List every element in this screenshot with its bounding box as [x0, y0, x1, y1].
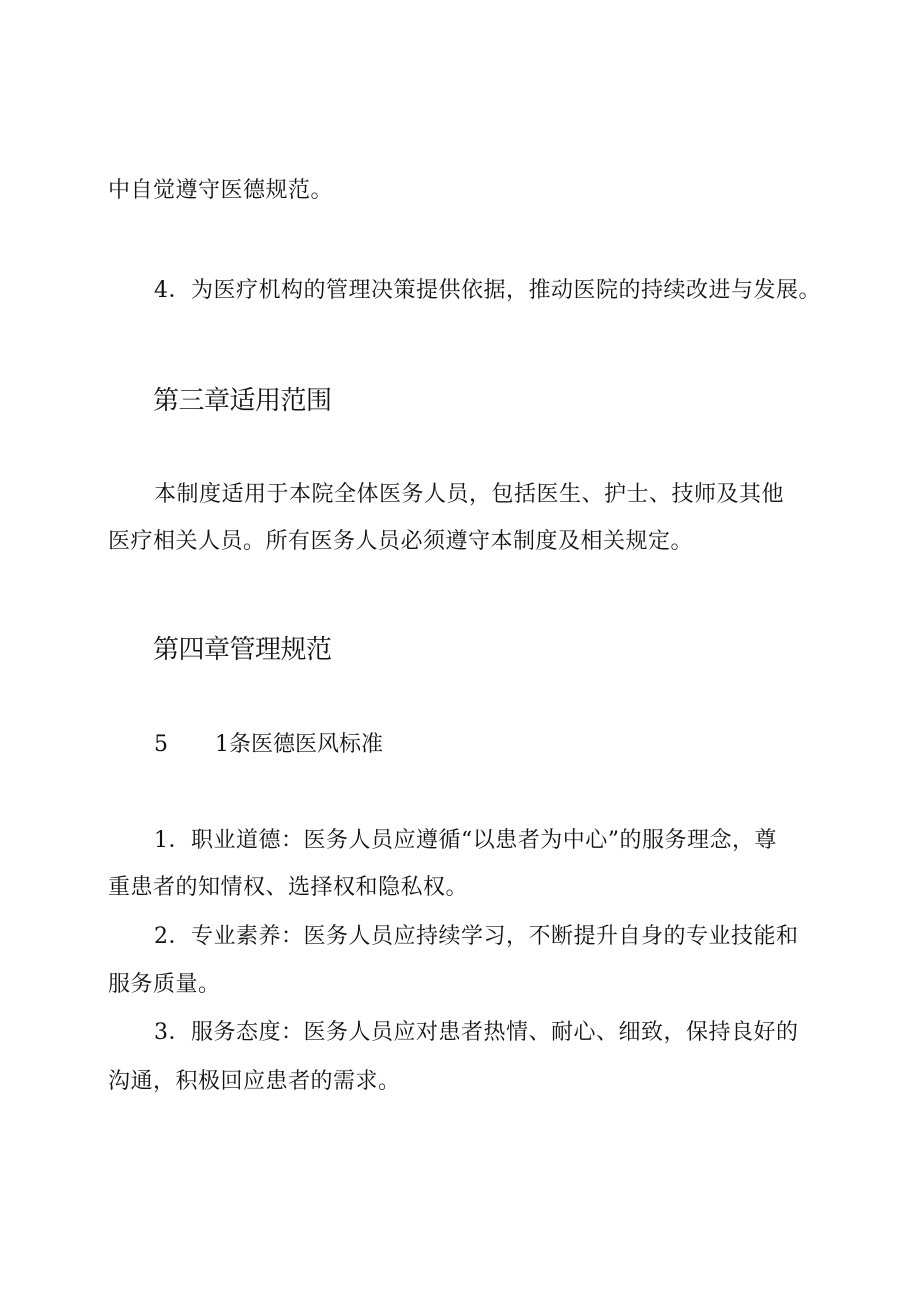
list-item-2-line-1: 2．专业素养：医务人员应持续学习，不断提升自身的专业技能和 [154, 924, 799, 949]
chapter-3-paragraph-line-2: 医疗相关人员。所有医务人员必须遵守本制度及相关规定。 [108, 529, 694, 554]
article-number: 5 [154, 732, 168, 757]
list-item-1-line-1: 1．职业道德：医务人员应遵循“以患者为中心”的服务理念，尊 [154, 828, 777, 853]
list-item-1-line-2: 重患者的知情权、选择权和隐私权。 [108, 875, 469, 900]
chapter-3-heading: 第三章适用范围 [153, 386, 332, 416]
list-item-3-line-1: 3．服务态度：医务人员应对患者热情、耐心、细致，保持良好的 [154, 1020, 799, 1045]
list-item-2-line-2: 服务质量。 [108, 972, 221, 997]
chapter-4-heading: 第四章管理规范 [153, 635, 332, 665]
chapter-3-paragraph-line-1: 本制度适用于本院全体医务人员，包括医生、护士、技师及其他 [154, 482, 785, 507]
list-item-4: 4．为医疗机构的管理决策提供依据，推动医院的持续改进与发展。 [154, 278, 821, 303]
list-item-3-line-2: 沟通，积极回应患者的需求。 [108, 1069, 401, 1094]
paragraph-continued: 中自觉遵守医德规范。 [108, 178, 334, 203]
article-title: 1条医德医风标准 [215, 732, 383, 757]
